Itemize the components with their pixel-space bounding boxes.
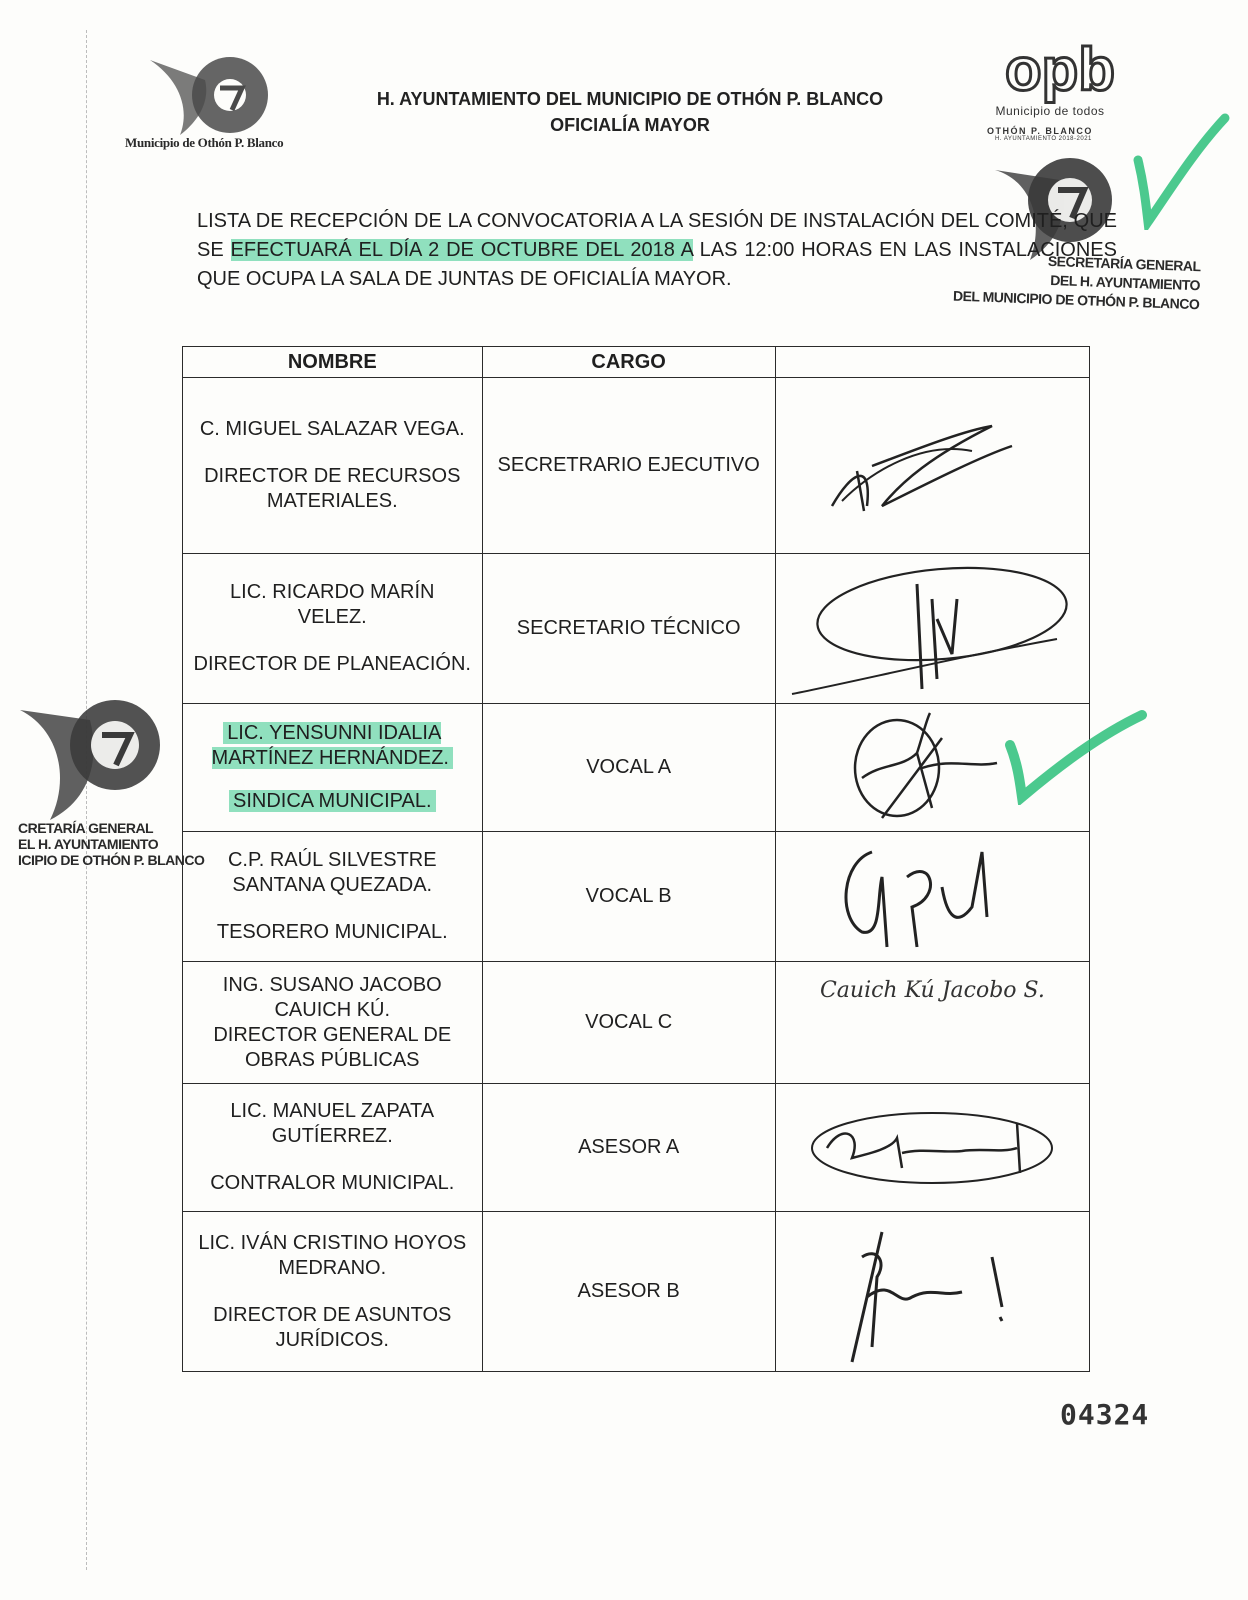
name-cell xyxy=(183,832,483,962)
column-header-signature xyxy=(775,347,1089,378)
reception-list-table xyxy=(182,346,1090,1372)
check-mark-icon xyxy=(1130,110,1230,230)
opb-logo-subcaption xyxy=(965,126,1155,142)
member-role: TESORERO MUNICIPAL. xyxy=(216,921,448,943)
member-name: LIC. MANUEL ZAPATA GUTÍERREZ. xyxy=(230,1100,435,1147)
member-name: ING. SUSANO JACOBO CAUICH KÚ. xyxy=(222,973,442,1021)
member-role: DIRECTOR DE PLANEACIÓN. xyxy=(193,653,471,675)
document-header xyxy=(330,86,930,138)
official-seal-left xyxy=(20,690,165,825)
cargo-cell: VOCAL C xyxy=(482,962,775,1084)
member-name-wrapper xyxy=(193,721,472,771)
name-cell xyxy=(183,1212,483,1372)
cargo-cell: SECRETARIO TÉCNICO xyxy=(482,554,775,704)
municipality-logo-left xyxy=(120,40,300,150)
name-cell xyxy=(183,704,483,832)
handwritten-signature xyxy=(812,411,1052,521)
opb-logo-subcaption-main: OTHÓN P. BLANCO xyxy=(987,126,1093,136)
intro-text-part2: LAS 12:00 HORAS EN LAS INSTALACIONES QUE OCUPA LA SALA DE JUNTAS DE OFICIALÍA MAYOR. xyxy=(197,239,1117,290)
signature-cell xyxy=(775,378,1089,554)
seal-left-text xyxy=(18,820,218,868)
signature-cell xyxy=(775,554,1089,704)
table-row xyxy=(183,832,1090,962)
member-name: LIC. IVÁN CRISTINO HOYOS MEDRANO. xyxy=(198,1231,467,1279)
handwritten-signature-text: Cauich Kú Jacobo S. xyxy=(819,978,1045,1003)
table-row xyxy=(183,962,1090,1084)
cargo-cell: ASESOR B xyxy=(482,1212,775,1372)
member-role: DIRECTOR DE RECURSOS MATERIALES. xyxy=(204,465,461,512)
seal-top-line1: SECRETARÍA GENERAL xyxy=(1047,252,1201,275)
name-cell xyxy=(183,378,483,554)
seal-top-line3: DEL MUNICIPIO DE OTHÓN P. BLANCO xyxy=(952,287,1200,313)
opb-logo-subcaption-small: H. AYUNTAMIENTO 2018-2021 xyxy=(995,136,1092,142)
table-row xyxy=(183,554,1090,704)
member-role: CONTRALOR MUNICIPAL. xyxy=(210,1172,455,1194)
signature-cell xyxy=(775,832,1089,962)
left-logo-caption: Municipio de Othón P. Blanco xyxy=(125,135,284,150)
member-name: LIC. RICARDO MARÍN VELEZ. xyxy=(230,581,435,628)
opb-logo-caption: Municipio de todos xyxy=(995,104,1105,118)
member-role: DIRECTOR GENERAL DE OBRAS PÚBLICAS xyxy=(213,1023,452,1071)
table-row xyxy=(183,378,1090,554)
name-cell xyxy=(183,962,483,1084)
handwritten-signature xyxy=(822,837,1042,957)
name-cell xyxy=(183,554,483,704)
member-role-wrapper xyxy=(193,789,472,814)
seal-top-line2: DEL H. AYUNTAMIENTO xyxy=(1050,272,1201,294)
handwritten-signature xyxy=(802,1103,1062,1193)
seal-left-line2: EL H. AYUNTAMIENTO xyxy=(18,836,159,852)
document-number: 04324 xyxy=(1060,1398,1150,1431)
member-name: C. MIGUEL SALAZAR VEGA. xyxy=(199,418,465,440)
intro-paragraph xyxy=(197,207,1117,294)
signature-cell xyxy=(775,1084,1089,1212)
signature-cell xyxy=(775,962,1089,1084)
seal-left-line3: ICIPIO DE OTHÓN P. BLANCO xyxy=(18,852,205,868)
member-role: SINDICA MUNICIPAL. xyxy=(229,790,436,812)
table-row xyxy=(183,704,1090,832)
table-row xyxy=(183,1084,1090,1212)
opb-logo-text: opb xyxy=(1005,40,1115,103)
signature-cell xyxy=(775,1212,1089,1372)
cargo-cell: SECRETRARIO EJECUTIVO xyxy=(482,378,775,554)
handwritten-signature xyxy=(822,1217,1042,1367)
table-row xyxy=(183,1212,1090,1372)
column-header-nombre: NOMBRE xyxy=(183,347,483,378)
header-title-line1: H. AYUNTAMIENTO DEL MUNICIPIO DE OTHÓN P. BLANCO xyxy=(376,89,884,109)
name-cell xyxy=(183,1084,483,1212)
check-mark-icon xyxy=(1000,705,1150,805)
member-role: DIRECTOR DE ASUNTOS JURÍDICOS. xyxy=(213,1303,452,1351)
handwritten-signature xyxy=(787,559,1077,699)
opb-logo xyxy=(975,40,1145,105)
header-title-line2: OFICIALÍA MAYOR xyxy=(550,115,710,135)
cargo-cell: VOCAL A xyxy=(482,704,775,832)
seal-left-line1: CRETARÍA GENERAL xyxy=(18,820,154,836)
member-name: C.P. RAÚL SILVESTRE SANTANA QUEZADA. xyxy=(227,849,437,896)
member-name: LIC. YENSUNNI IDALIA MARTÍNEZ HERNÁNDEZ. xyxy=(212,722,453,769)
intro-highlighted-date: EFECTUARÁ EL DÍA 2 DE OCTUBRE DEL 2018 A xyxy=(230,239,693,261)
column-header-cargo: CARGO xyxy=(482,347,775,378)
cargo-cell: ASESOR A xyxy=(482,1084,775,1212)
table-header-row xyxy=(183,347,1090,378)
cargo-cell: VOCAL B xyxy=(482,832,775,962)
intro-text-part1: LISTA DE RECEPCIÓN DE LA CONVOCATORIA A LA SESIÓN DE INSTALACIÓN DEL COMITÉ, QUE SE xyxy=(197,210,1117,261)
